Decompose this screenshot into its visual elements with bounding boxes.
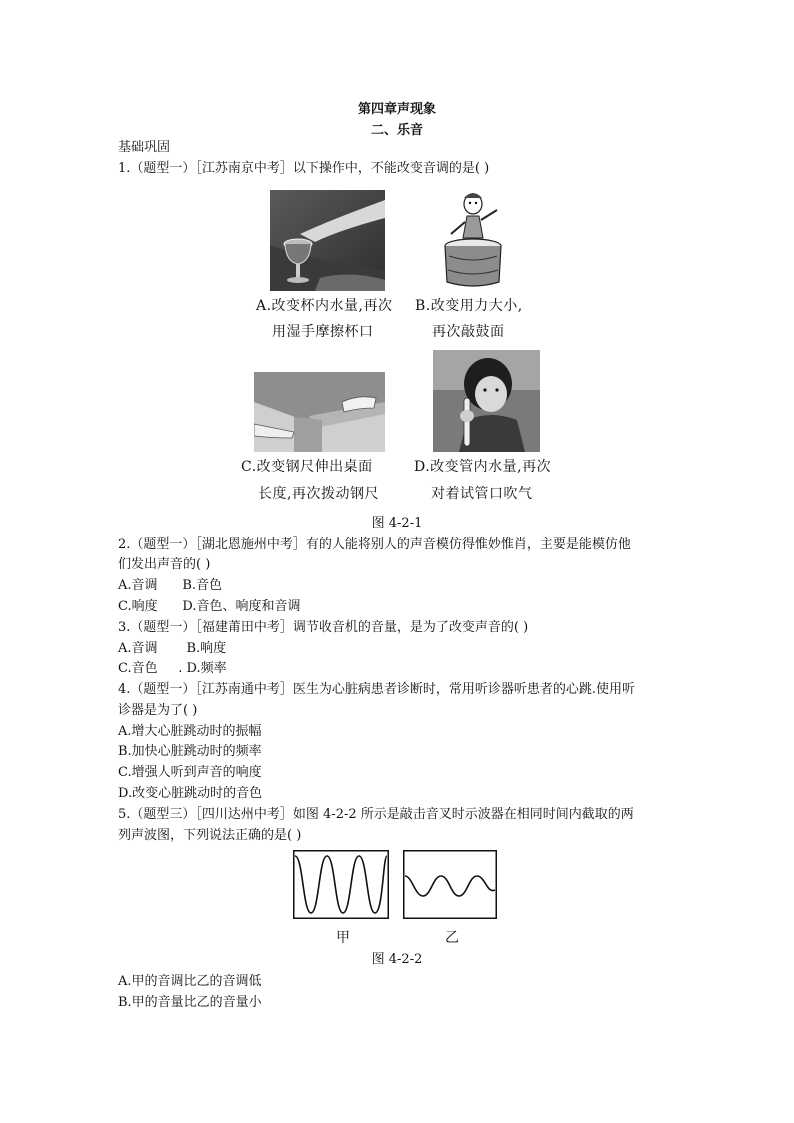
q1-option-b-line1: B.改变用力大小, [415, 298, 523, 314]
q2-stem-line1: 2.（题型一）［湖北恩施州中考］有的人能将别人的声音模仿得惟妙惟肖，主要是能模仿他 [118, 537, 631, 552]
q1-option-a-line2: 用湿手摩擦杯口 [272, 324, 374, 340]
q1-option-a-line1: A.改变杯内水量,再次 [256, 298, 393, 314]
q5-stem-line1: 5.（题型三）［四川达州中考］如图 4-2-2 所示是敲击音叉时示波器在相同时间内截取的两 [118, 807, 634, 822]
chapter-title: 第四章声现象 [357, 102, 436, 117]
q2-stem-line2: 们发出声音的( ) [118, 557, 211, 572]
wine-glass-photo [270, 190, 385, 291]
q4-stem-line1: 4.（题型一）［江苏南通中考］医生为心脏病患者诊断时，常用听诊器听患者的心跳.使用听 [118, 682, 636, 697]
q5-stem-line2: 列声波图，下列说法正确的是( ) [118, 828, 302, 843]
q1-option-c-line1: C.改变钢尺伸出桌面 [241, 459, 373, 475]
q3-options-line2: C.音色 . D.频率 [118, 661, 227, 676]
q4-option-b: B.加快心脏跳动时的频率 [118, 744, 262, 759]
q4-option-d: D.改变心脏跳动时的音色 [118, 786, 263, 801]
q5-option-a: A.甲的音调比乙的音调低 [118, 974, 262, 989]
drum-cartoon [437, 190, 510, 291]
q4-option-c: C.增强人听到声音的响度 [118, 765, 262, 780]
q1-option-d-line2: 对着试管口吹气 [431, 486, 533, 502]
q2-options-line1: A.音调 B.音色 [118, 578, 223, 593]
figure-label-4-2-1: 图 4-2-1 [371, 516, 423, 531]
waveform-yi [403, 850, 497, 919]
steel-ruler-photo [254, 372, 385, 452]
q1-option-d-line1: D.改变管内水量,再次 [414, 459, 552, 475]
category-label: 基础巩固 [118, 140, 171, 155]
wave-label-yi: 乙 [445, 930, 459, 946]
figure-label-4-2-2: 图 4-2-2 [371, 952, 423, 967]
q2-options-line2: C.响度 D.音色、响度和音调 [118, 599, 301, 614]
q1-stem: 1.（题型一）［江苏南京中考］以下操作中，不能改变音调的是( ) [118, 161, 490, 176]
q5-option-b: B.甲的音量比乙的音量小 [118, 995, 262, 1010]
q3-options-line1: A.音调 B.响度 [118, 641, 227, 656]
q1-option-b-line2: 再次敲鼓面 [432, 324, 505, 340]
section-title: 二、乐音 [370, 123, 423, 138]
q3-stem: 3.（题型一）［福建莆田中考］调节收音机的音量，是为了改变声音的( ) [118, 620, 529, 635]
q4-option-a: A.增大心脏跳动时的振幅 [118, 724, 262, 739]
wave-label-jia: 甲 [336, 930, 350, 946]
test-tube-girl-photo [433, 350, 540, 452]
q1-option-c-line2: 长度,再次拨动钢尺 [258, 486, 379, 502]
q4-stem-line2: 诊器是为了( ) [118, 703, 198, 718]
waveform-jia [293, 850, 389, 919]
